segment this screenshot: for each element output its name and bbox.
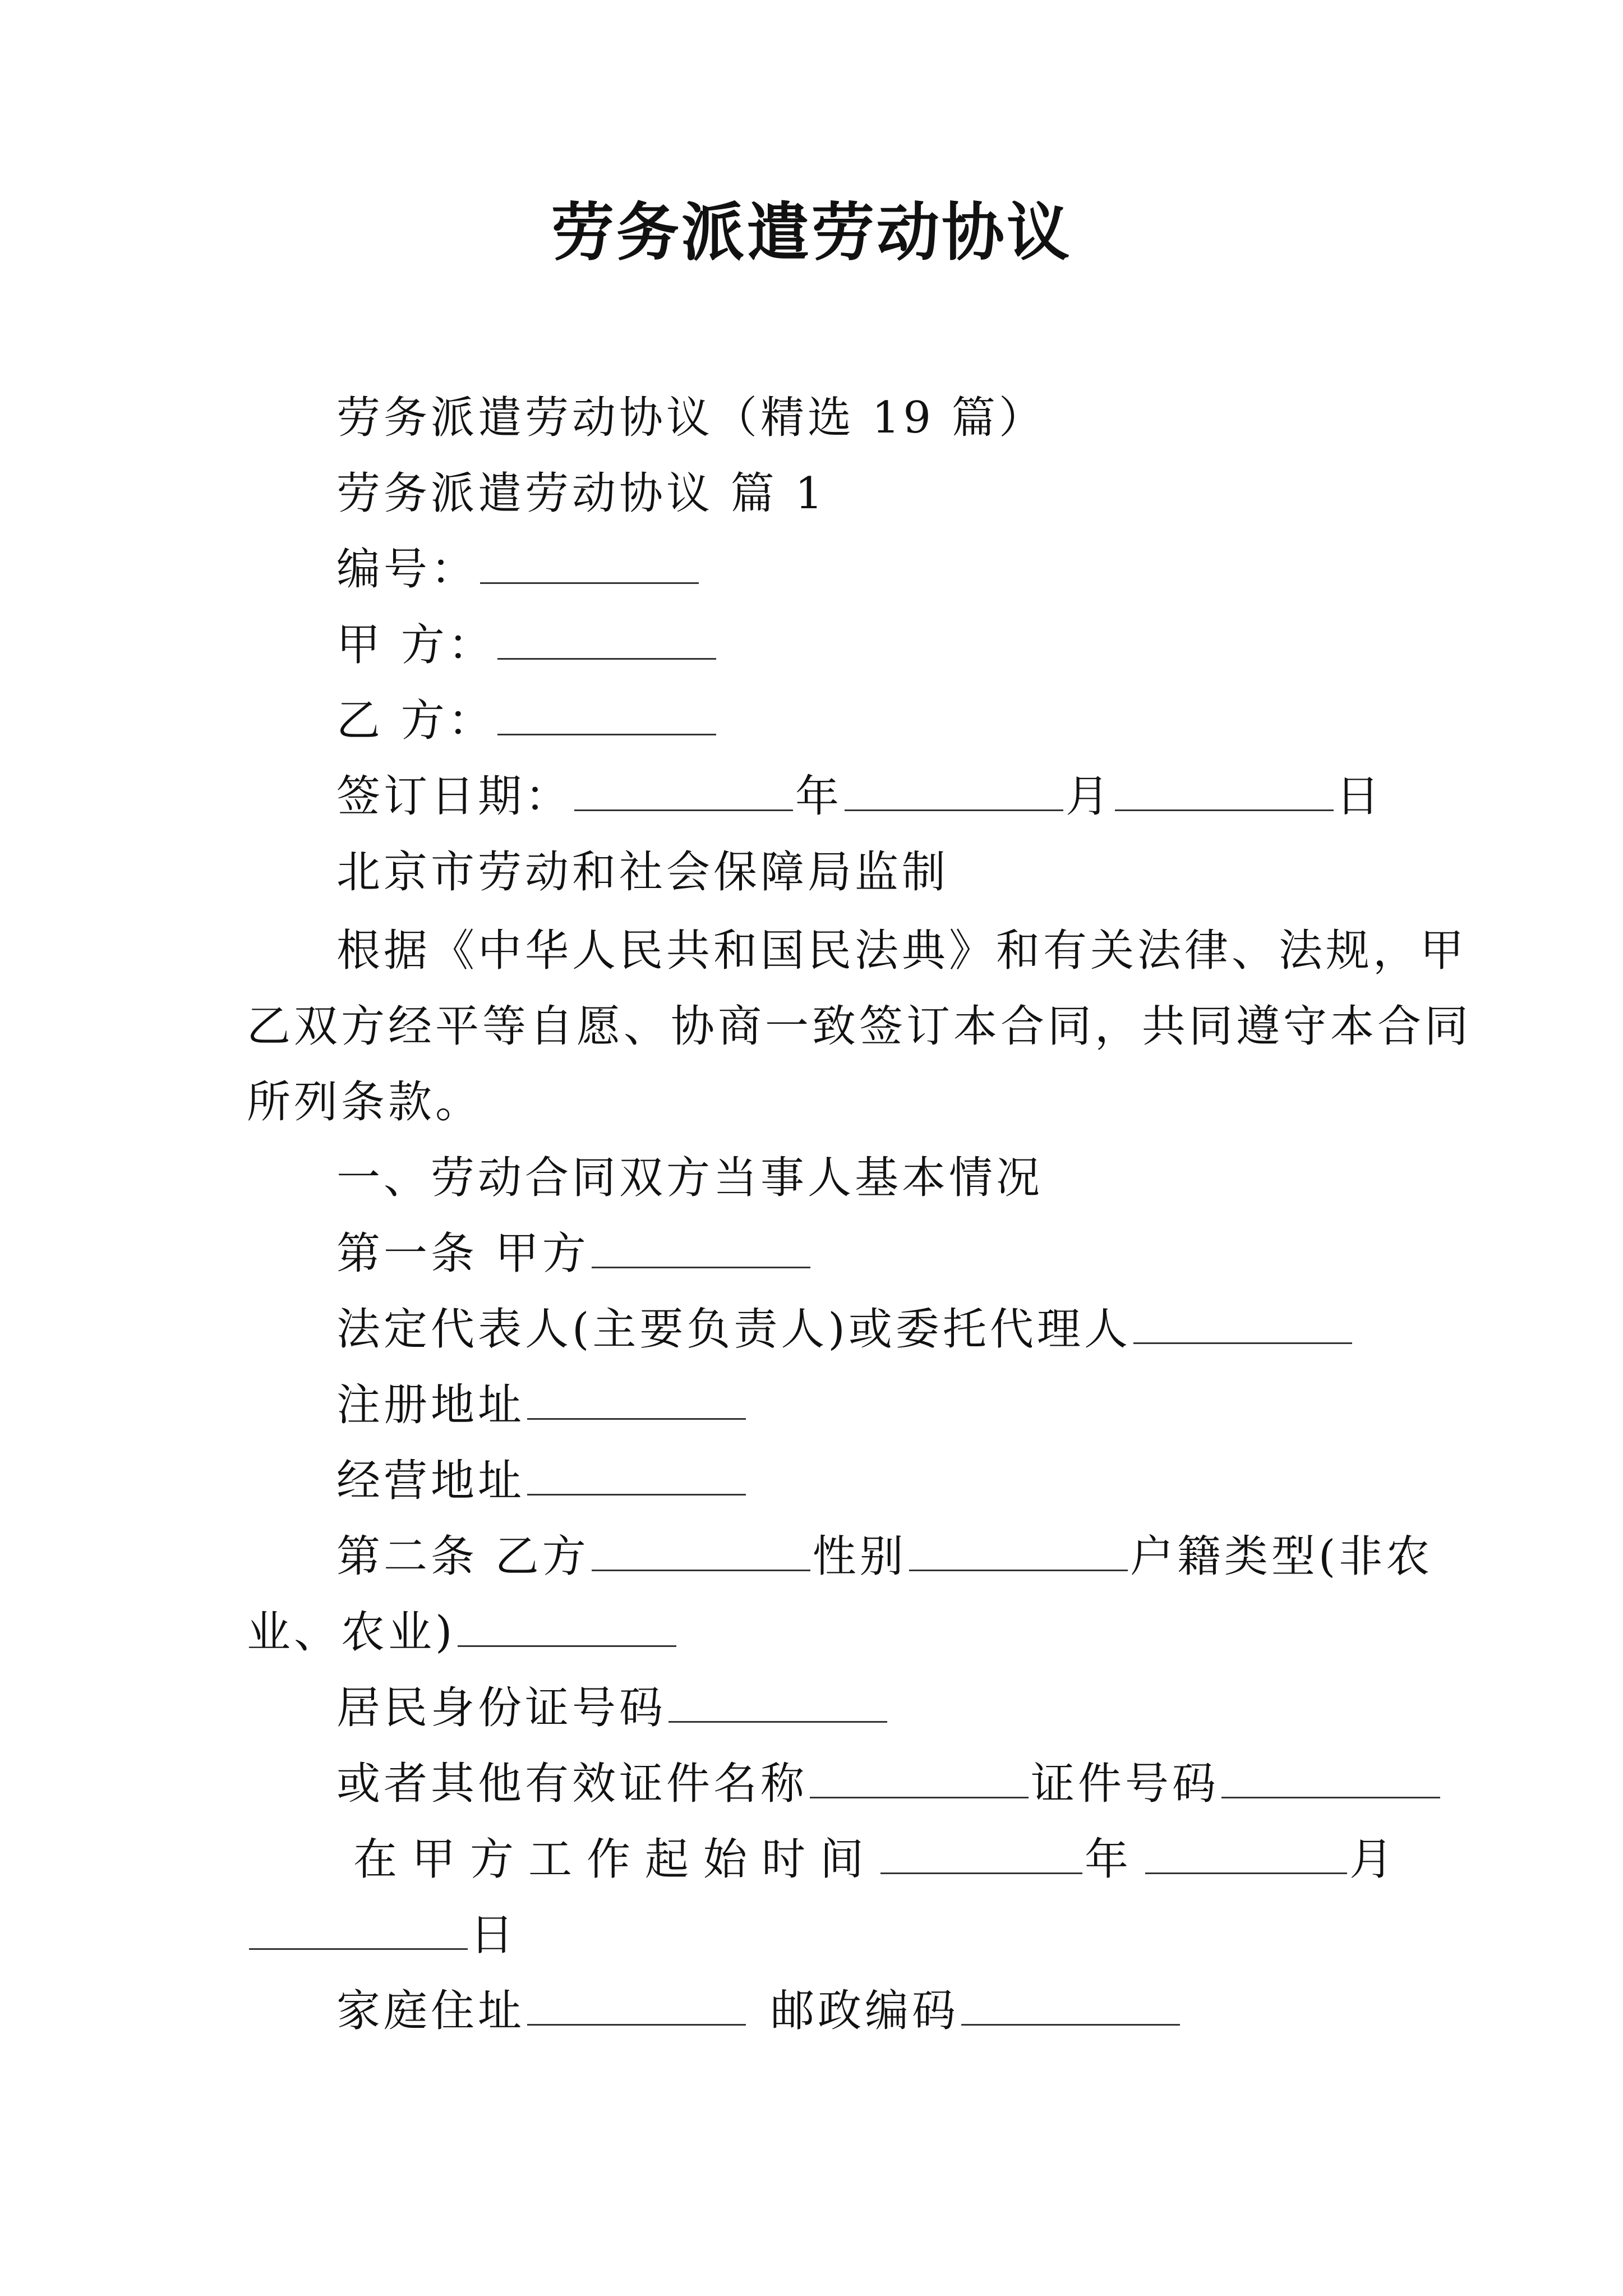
start-year-blank <box>880 1870 1082 1874</box>
sign-year-unit: 年 <box>795 771 843 822</box>
preamble-text-3: 所列条款。 <box>247 1077 483 1128</box>
article1-blank <box>592 1264 810 1268</box>
legal-rep-label: 法定代表人(主要负责人)或委托代理人 <box>336 1304 1131 1355</box>
preamble-line-2 <box>247 996 1472 1057</box>
legal-rep-blank <box>1133 1340 1352 1344</box>
section-heading-text: 劳务派遣劳动协议 篇 1 <box>336 468 827 519</box>
start-month-blank <box>1145 1870 1347 1874</box>
other-cert-blank <box>810 1795 1029 1798</box>
sign-month-unit: 月 <box>1066 771 1113 822</box>
supervisor-text: 北京市劳动和社会保障局监制 <box>336 847 949 898</box>
other-cert-label: 或者其他有效证件名称 <box>336 1759 808 1809</box>
article1-label: 第一条 甲方 <box>336 1228 589 1279</box>
registered-address-blank <box>527 1416 746 1420</box>
sign-month-blank <box>845 807 1063 811</box>
document-title: 劳务派遣劳动协议 <box>551 196 1072 269</box>
party-a-line <box>336 614 718 676</box>
postal-code-label: 邮政编码 <box>771 1986 960 2036</box>
party-b-name-blank <box>592 1567 810 1571</box>
registered-address-label: 注册地址 <box>336 1380 525 1430</box>
preamble-line-3 <box>247 1071 482 1133</box>
business-address-label: 经营地址 <box>336 1456 525 1506</box>
party-b-label: 乙 方： <box>336 696 495 746</box>
article2-line <box>336 1526 1433 1588</box>
home-address-label: 家庭住址 <box>336 1986 525 2036</box>
number-field-line <box>336 539 701 600</box>
home-address-line <box>336 1980 1182 2042</box>
cert-number-blank <box>1221 1795 1440 1798</box>
party-a-label: 甲 方： <box>336 620 495 670</box>
id-card-label: 居民身份证号码 <box>336 1683 667 1733</box>
business-address-blank <box>527 1492 746 1496</box>
party-a-blank <box>497 656 716 660</box>
gender-label: 性别 <box>812 1531 907 1582</box>
id-card-blank <box>668 1719 887 1723</box>
other-cert-line <box>336 1753 1442 1815</box>
cert-number-label: 证件号码 <box>1031 1759 1220 1809</box>
sign-year-blank <box>574 807 793 811</box>
legal-rep-line <box>336 1299 1354 1360</box>
sign-date-line <box>336 766 1383 827</box>
subtitle-line <box>336 387 1046 449</box>
start-day-blank <box>249 1946 468 1950</box>
supervisor-line <box>336 841 949 903</box>
number-blank <box>480 580 699 584</box>
sign-date-label: 签订日期： <box>336 771 573 822</box>
start-date-line <box>353 1829 1408 1890</box>
business-address-line <box>336 1450 748 1512</box>
household-type-label: 户籍类型(非农 <box>1129 1531 1433 1582</box>
id-card-line <box>336 1677 889 1739</box>
party-b-blank <box>497 731 716 735</box>
chapter-heading-text: 一、劳动合同双方当事人基本情况 <box>336 1153 1044 1203</box>
start-year-unit: 年 <box>1085 1834 1144 1885</box>
number-label: 编号： <box>336 544 478 595</box>
preamble-line-1 <box>336 920 1467 982</box>
postal-code-blank <box>961 2022 1180 2026</box>
start-month-unit: 月 <box>1349 1834 1408 1885</box>
preamble-text-2: 乙双方经平等自愿、协商一致签订本合同，共同遵守本合同 <box>247 1001 1472 1052</box>
article2-line-2 <box>247 1602 679 1663</box>
subtitle-text: 劳务派遣劳动协议（精选 19 篇） <box>336 393 1046 443</box>
sign-day-unit: 日 <box>1336 771 1384 822</box>
start-date-label: 在甲方工作起始时间 <box>353 1834 879 1885</box>
registered-address-line <box>336 1374 748 1436</box>
home-address-blank <box>527 2022 746 2026</box>
start-date-line-2 <box>247 1904 517 1966</box>
household-type-blank <box>458 1643 676 1647</box>
preamble-text-1: 根据《中华人民共和国民法典》和有关法律、法规，甲 <box>336 926 1468 976</box>
section-heading <box>336 463 826 524</box>
party-b-line <box>336 690 718 752</box>
chapter-heading <box>336 1147 1043 1209</box>
start-day-unit: 日 <box>470 1910 518 1961</box>
household-type-label-end: 业、农业) <box>247 1607 456 1658</box>
article1-line <box>336 1223 813 1285</box>
gender-blank <box>909 1567 1128 1571</box>
article2-label: 第二条 乙方 <box>336 1531 589 1582</box>
sign-day-blank <box>1115 807 1334 811</box>
